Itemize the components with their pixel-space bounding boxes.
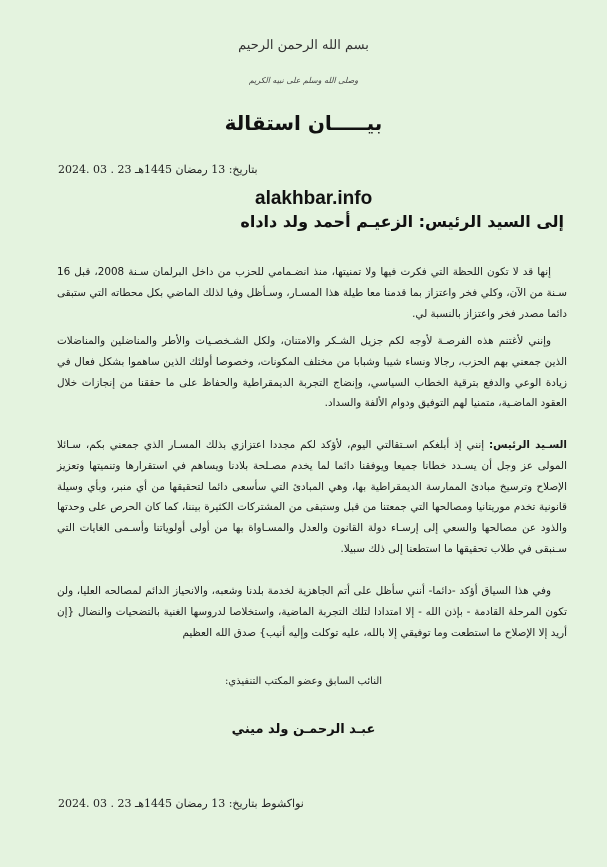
addressee-line: إلى السيد الرئيس: الزعيـم أحمد ولد داداه: [240, 212, 564, 231]
paragraph-2: [57, 331, 567, 414]
paragraph-4: [57, 581, 567, 643]
paragraph-3: [57, 435, 567, 560]
paragraph-3-text: إنني إذ أبلغكم اسـتقالتي اليوم، لأؤكد لكم مجددا اعتزازي بذلك المسـار الذي جمعني بكم، سـائلا المولى عز وجل أن يسـدد خطانا جميعا ويوفقنا دائما لما يخدم مصـلحة بلادنا ويساهم في استقرارها وتنميتها وتعزيز الإصلاح وترسيخ مبادئ الممارسة الديمقراطية بها، وهي المبادئ التي سأسعى دائما لتحقيقها من أي منبر، وبأي وسيلة قانونية تخدم موريتانيا ومصالحها التي جمعتنا من قبل وستبقى من المشتركات الكثيرة بيننا، كما كان الحرص على وحدتها والذود عن مصالحها والسعي إلى إرسـاء دولة القانون والعدل والمسـاواة بها من أولى أولوياتنا وأسـمى الغايات التي سـنبقى في طلاب تحقيقها ما استطعنا إلى ذلك سبيلا.: [57, 439, 567, 555]
paragraph-3-lead: السـيد الرئيس:: [489, 439, 567, 451]
paragraph-2-text: وإنني لأغتنم هذه الفرصـة لأوجه لكم جزيل الشـكر والامتنان، ولكل الشـخصـيات والأطر والمناضلين والمناضلات الذين جمعني بهم الحزب، رجالا ونساء شيبا وشبابا من مختلف المكونات، وخصوصا أولئك الذين ساهموا بشكل فعال في زيادة الوعي والدفع بترقية الخطاب السياسي، وإنضاج التجربة الديمقراطية والحفاظ على ما حققنا من إنجازات خلال العقود الماضـية، متمنيا لهم التوفيق ودوام الألفة والسداد.: [57, 335, 567, 410]
signature-role: النائب السابق وعضو المكتب التنفيذي:: [224, 676, 383, 687]
basmala-heading: بسم الله الرحمن الرحيم: [238, 38, 369, 53]
paragraph-1: [57, 262, 567, 324]
date-top: بتاريخ: 13 رمضان 1445هـ 23 . 03 .2024: [58, 163, 258, 176]
paragraph-4-text: وفي هذا السياق أؤكد -دائما- أنني سأظل على أتم الجاهزية لخدمة بلدنا وشعبه، والانحياز الدائم لمصالحه العليا، ولن تكون المرحلة القادمة - بإذن الله - إلا امتدادا لتلك التجربة الماضية، واستخلاصا لدروسها الغنية بالتضحيات والنضال {إن أريد إلا الإصلاح ما استطعت وما توفيقي إلا بالله، عليه توكلت وإليه أنيب} صدق الله العظيم: [57, 585, 567, 639]
date-bottom: نواكشوط بتاريخ: 13 رمضان 1445هـ 23 . 03 .2024: [58, 797, 304, 810]
salat-subheading: وصلى الله وسلم على نبيه الكريم: [248, 76, 359, 85]
paragraph-1-text: إنها قد لا تكون اللحظة التي فكرت فيها ولا تمنيتها، منذ انضـمامي للحزب من داخل البرلمان سـنة 2008، قبل 16 سـنة من الآن، وكلي فخر واعتزاز بما قدمنا معا طيلة هذا المسـار، وسـأظل وفيا لذلك الماضي بكل محطاته التي ستبقى دائما مصدر فخر واعتزاز بالنسبة لي.: [57, 266, 567, 320]
source-watermark: alakhbar.info: [255, 188, 373, 209]
document-title: بيـــــان استقالة: [224, 111, 383, 135]
signature-name: عبـد الرحمـن ولد ميني: [231, 722, 376, 737]
